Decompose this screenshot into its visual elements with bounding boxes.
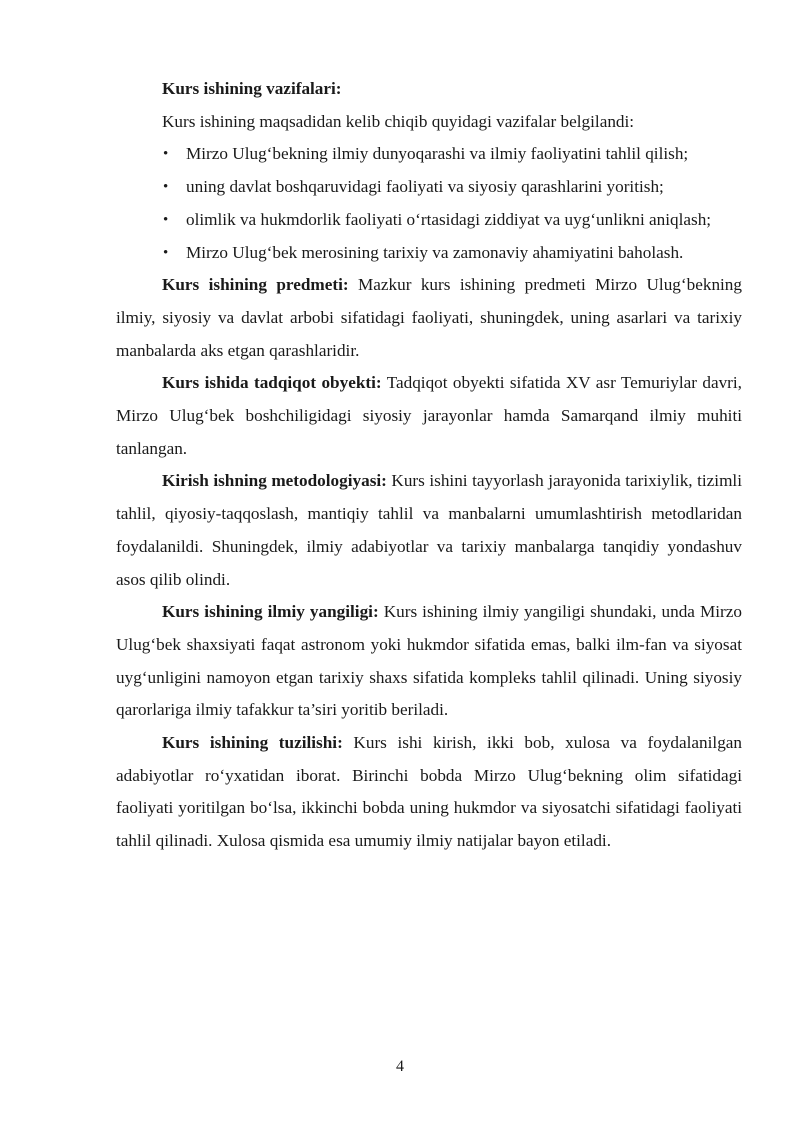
structure-paragraph — [116, 727, 742, 858]
tasks-heading: Kurs ishining vazifalari: — [162, 79, 342, 98]
task-text: Mirzo Ulug‘bekning ilmiy dunyoqarashi va ilmiy faoliyatini tahlil qilish; — [186, 144, 689, 164]
tasks-list — [116, 138, 742, 269]
task-text: olimlik va hukmdorlik faoliyati o‘rtasidagi ziddiyat va uyg‘unlikni aniqlash; — [186, 209, 712, 229]
paragraph-heading: Kurs ishida tadqiqot obyekti: — [162, 373, 382, 393]
paragraph-heading: Kurs ishining predmeti: — [162, 275, 349, 295]
tasks-intro: Kurs ishining maqsadidan kelib chiqib quyidagi vazifalar belgilandi: — [162, 111, 635, 131]
task-item — [116, 237, 742, 270]
bullet-icon: • — [163, 179, 169, 196]
paragraph-heading: Kurs ishining tuzilishi: — [162, 733, 343, 753]
paragraph-text: Kurs ishining ilmiy yangiligi shundaki, unda Mirzo Ulug‘bek shaxsiyati faqat astronom yoki hukmdor sifatida emas, balki ilm-fan va siyosat uyg‘unligini namoyon etgan tarixiy shaxs sifatida kompleks tahlil qilinadi. Uning siyosiy qarorlariga ilmiy tafakkur ta’siri yoritib beriladi. — [116, 602, 742, 720]
paragraph-heading: Kirish ishning metodologiyasi: — [162, 471, 387, 491]
bullet-icon: • — [163, 244, 169, 261]
task-item — [116, 204, 742, 237]
task-item — [116, 138, 742, 171]
paragraph-text: Tadqiqot obyekti sifatida XV asr Temuriylar davri, Mirzo Ulug‘bek boshchiligidagi siyosiy jarayonlar hamda Samarqand ilmiy muhiti tanlangan. — [116, 373, 742, 458]
paragraph-heading: Kurs ishining ilmiy yangiligi: — [162, 602, 379, 622]
object-paragraph — [116, 367, 742, 465]
bullet-icon: • — [163, 211, 169, 228]
methodology-paragraph — [116, 465, 742, 596]
task-text: Mirzo Ulug‘bek merosining tarixiy va zamonaviy ahamiyatini baholash. — [186, 242, 684, 262]
task-item — [116, 171, 742, 204]
document-page — [116, 73, 742, 858]
page-number: 4 — [396, 1058, 404, 1075]
subject-paragraph — [116, 269, 742, 367]
bullet-icon: • — [163, 146, 169, 163]
novelty-paragraph — [116, 596, 742, 727]
task-text: uning davlat boshqaruvidagi faoliyati va siyosiy qarashlarini yoritish; — [186, 177, 664, 197]
paragraph-text: Kurs ishi kirish, ikki bob, xulosa va foydalanilgan adabiyotlar ro‘yxatidan iborat. Birinchi bobda Mirzo Ulug‘bekning olim sifatidagi faoliyati yoritilgan bo‘lsa, ikkinchi bobda uning hukmdor va siyosatchi sifatidagi faoliyati tahlil qilinadi. Xulosa qismida esa umumiy ilmiy natijalar bayon etiladi. — [116, 733, 743, 851]
paragraph-text: Kurs ishini tayyorlash jarayonida tarixiylik, tizimli tahlil, qiyosiy-taqqoslash, mantiqiy tahlil va manbalarni umumlashtirish metodlaridan foydalanildi. Shuningdek, ilmiy adabiyotlar va tarixiy manbalarga tanqidiy yondashuv asos qilib olindi. — [116, 471, 742, 589]
paragraph-text: Mazkur kurs ishining predmeti Mirzo Ulug‘bekning ilmiy, siyosiy va davlat arbobi sifatidagi faoliyati, shuningdek, uning asarlari va tarixiy manbalarda aks etgan qarashlaridir. — [116, 275, 742, 360]
